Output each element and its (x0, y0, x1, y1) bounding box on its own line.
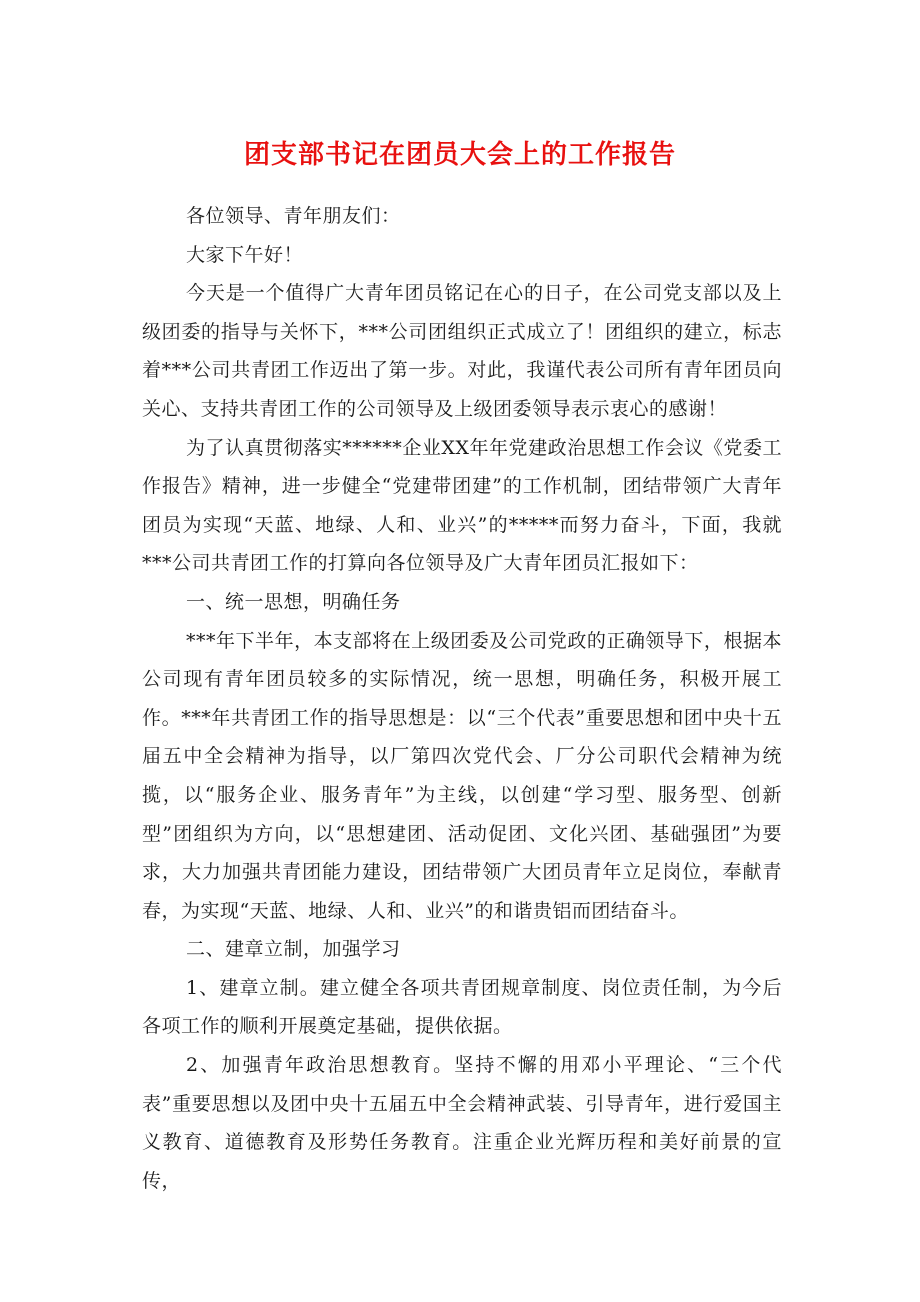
paragraph-education: 2、加强青年政治思想教育。坚持不懈的用邓小平理论、“三个代表”重要思想以及团中央十五届五中全会精神武装、引导青年，进行爱国主义教育、道德教育及形势任务教育。注重企业光辉历程和美好前景的宣传， (142, 1054, 782, 1192)
paragraph-intro: 今天是一个值得广大青年团员铭记在心的日子，在公司党支部以及上级团委的指导与关怀下，***公司团组织正式成立了！团组织的建立，标志着***公司共青团工作迈出了第一步。对此，我谨代表公司所有青年团员向关心、支持共青团工作的公司领导及上级团委领导表示衷心的感谢！ (142, 282, 782, 420)
paragraph-guiding-ideology: ***年下半年，本支部将在上级团委及公司党政的正确领导下，根据本公司现有青年团员较多的实际情况，统一思想，明确任务，积极开展工作。***年共青团工作的指导思想是：以“三个代表”重要思想和团中央十五届五中全会精神为指导，以厂第四次党代会、厂分公司职代会精神为统揽，以“服务企业、服务青年”为主线，以创建“学习型、服务型、创新型”团组织为方向，以“思想建团、活动促团、文化兴团、基础强团”为要求，大力加强共青团能力建设，团结带领广大团员青年立足岗位，奉献青春，为实现“天蓝、地绿、人和、业兴”的和谐贵铝而团结奋斗。 (142, 629, 782, 922)
greeting: 大家下午好！ (186, 243, 304, 266)
paragraph-rules: 1、建章立制。建立健全各项共青团规章制度、岗位责任制，为今后各项工作的顺利开展奠定基础，提供依据。 (142, 976, 782, 1038)
paragraph-purpose: 为了认真贯彻落实******企业XX年年党建政治思想工作会议《党委工作报告》精神，进一步健全“党建带团建”的工作机制，团结带领广大青年团员为实现“天蓝、地绿、人和、业兴”的*****而努力奋斗，下面，我就***公司共青团工作的打算向各位领导及广大青年团员汇报如下： (142, 436, 782, 575)
document-body (142, 197, 782, 1200)
section-heading-2: 二、建章立制，加强学习 (186, 938, 401, 961)
document-title: 团支部书记在团员大会上的工作报告 (243, 140, 676, 170)
section-heading-1: 一、统一思想，明确任务 (186, 590, 401, 613)
salutation: 各位领导、青年朋友们： (186, 205, 401, 227)
